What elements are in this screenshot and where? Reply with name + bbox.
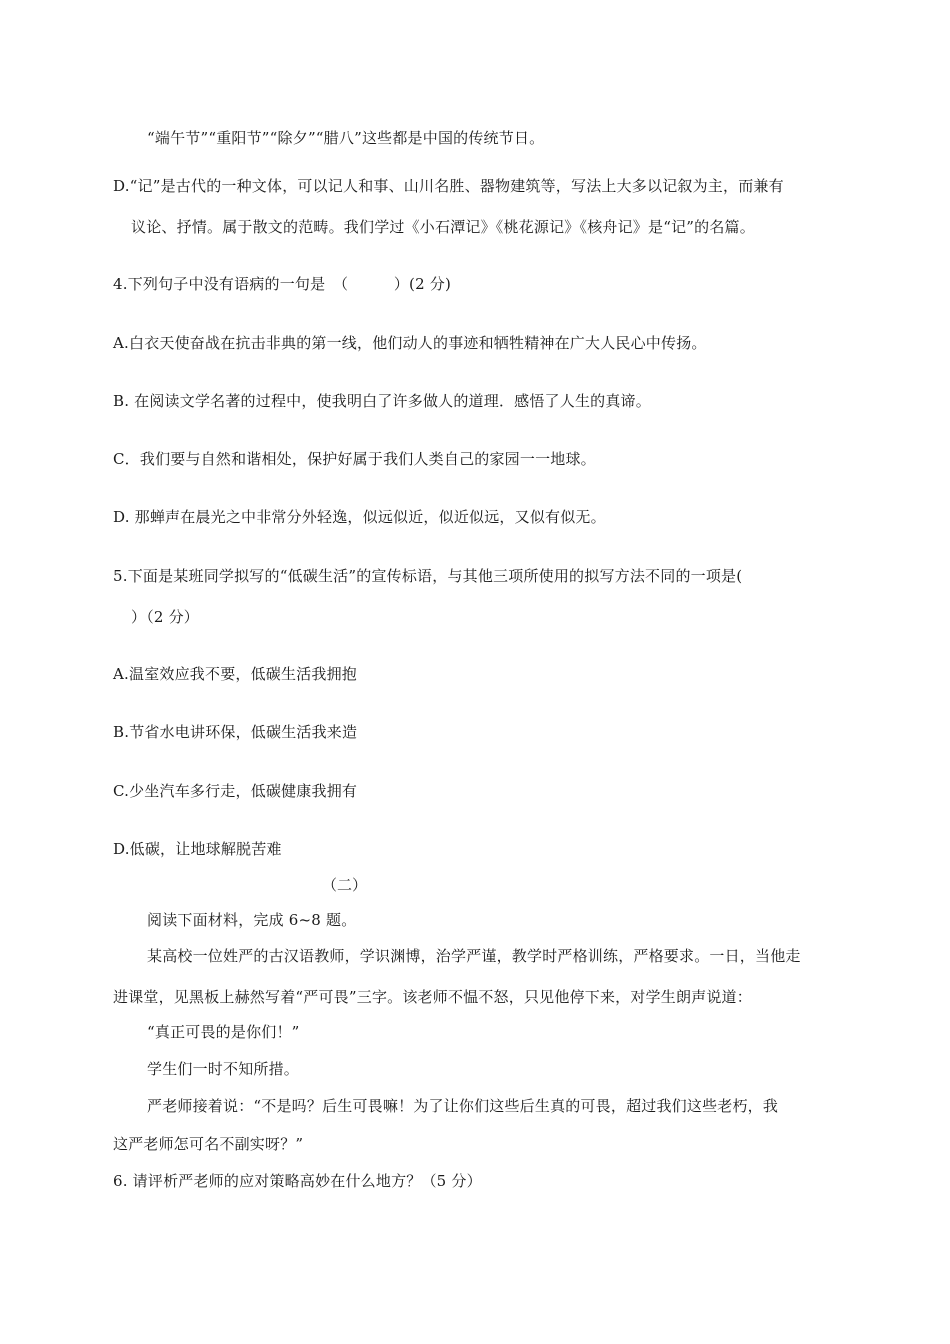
question-4-title: 4.下列句子中没有语病的一句是 （ ）(2 分) bbox=[113, 275, 452, 293]
question-5-option-d: D.低碳，让地球解脱苦难 bbox=[113, 840, 282, 858]
question-5-option-a: A.温室效应我不要，低碳生活我拥抱 bbox=[113, 665, 358, 683]
question-6-title: 6. 请评析严老师的应对策略高妙在什么地方？（5 分） bbox=[113, 1172, 482, 1190]
passage-line-2: 进课堂，见黑板上赫然写着“严可畏”三字。该老师不愠不怒，只见他停下来，对学生朗声说道： bbox=[113, 988, 752, 1006]
option-d-line-1: D.“记”是古代的一种文体，可以记人和事、山川名胜、器物建筑等，写法上大多以记叙为主，而兼有 bbox=[113, 177, 784, 195]
passage-line-5: 这严老师怎可名不副实呀？” bbox=[113, 1135, 304, 1153]
passage-line-4: 严老师接着说：“不是吗？后生可畏嘛！为了让你们这些后生真的可畏，超过我们这些老朽，我 bbox=[147, 1097, 779, 1115]
question-4-option-c: C．我们要与自然和谐相处，保护好属于我们人类自己的家园一一地球。 bbox=[113, 450, 596, 468]
question-5-title-cont: ）（2 分） bbox=[131, 608, 200, 626]
question-5-option-b: B.节省水电讲环保，低碳生活我来造 bbox=[113, 723, 358, 741]
text-line-festivals: “端午节”“重阳节”“除夕”“腊八”这些都是中国的传统节日。 bbox=[147, 129, 545, 147]
passage-line-3: 学生们一时不知所措。 bbox=[147, 1060, 300, 1078]
question-5-option-c: C.少坐汽车多行走，低碳健康我拥有 bbox=[113, 782, 358, 800]
question-4-option-b: B. 在阅读文学名著的过程中，使我明白了许多做人的道理．感悟了人生的真谛。 bbox=[113, 392, 651, 410]
passage-line-1: 某高校一位姓严的古汉语教师，学识渊博，治学严谨，教学时严格训练，严格要求。一日，当他走 bbox=[147, 947, 801, 965]
reading-instruction: 阅读下面材料，完成 6~8 题。 bbox=[147, 911, 357, 929]
option-d-line-2: 议论、抒情。属于散文的范畴。我们学过《小石潭记》《桃花源记》《核舟记》是“记”的名篇。 bbox=[131, 218, 755, 236]
section-heading: （二） bbox=[322, 876, 368, 894]
question-4-option-a: A.白衣天使奋战在抗击非典的第一线，他们动人的事迹和牺牲精神在广大人民心中传扬。 bbox=[113, 334, 707, 352]
passage-quote: “真正可畏的是你们！” bbox=[147, 1023, 300, 1041]
question-4-option-d: D. 那蝉声在晨光之中非常分外轻逸，似远似近，似近似远，又似有似无。 bbox=[113, 508, 606, 526]
question-5-title: 5.下面是某班同学拟写的“低碳生活”的宣传标语，与其他三项所使用的拟写方法不同的一项是( bbox=[113, 567, 743, 585]
